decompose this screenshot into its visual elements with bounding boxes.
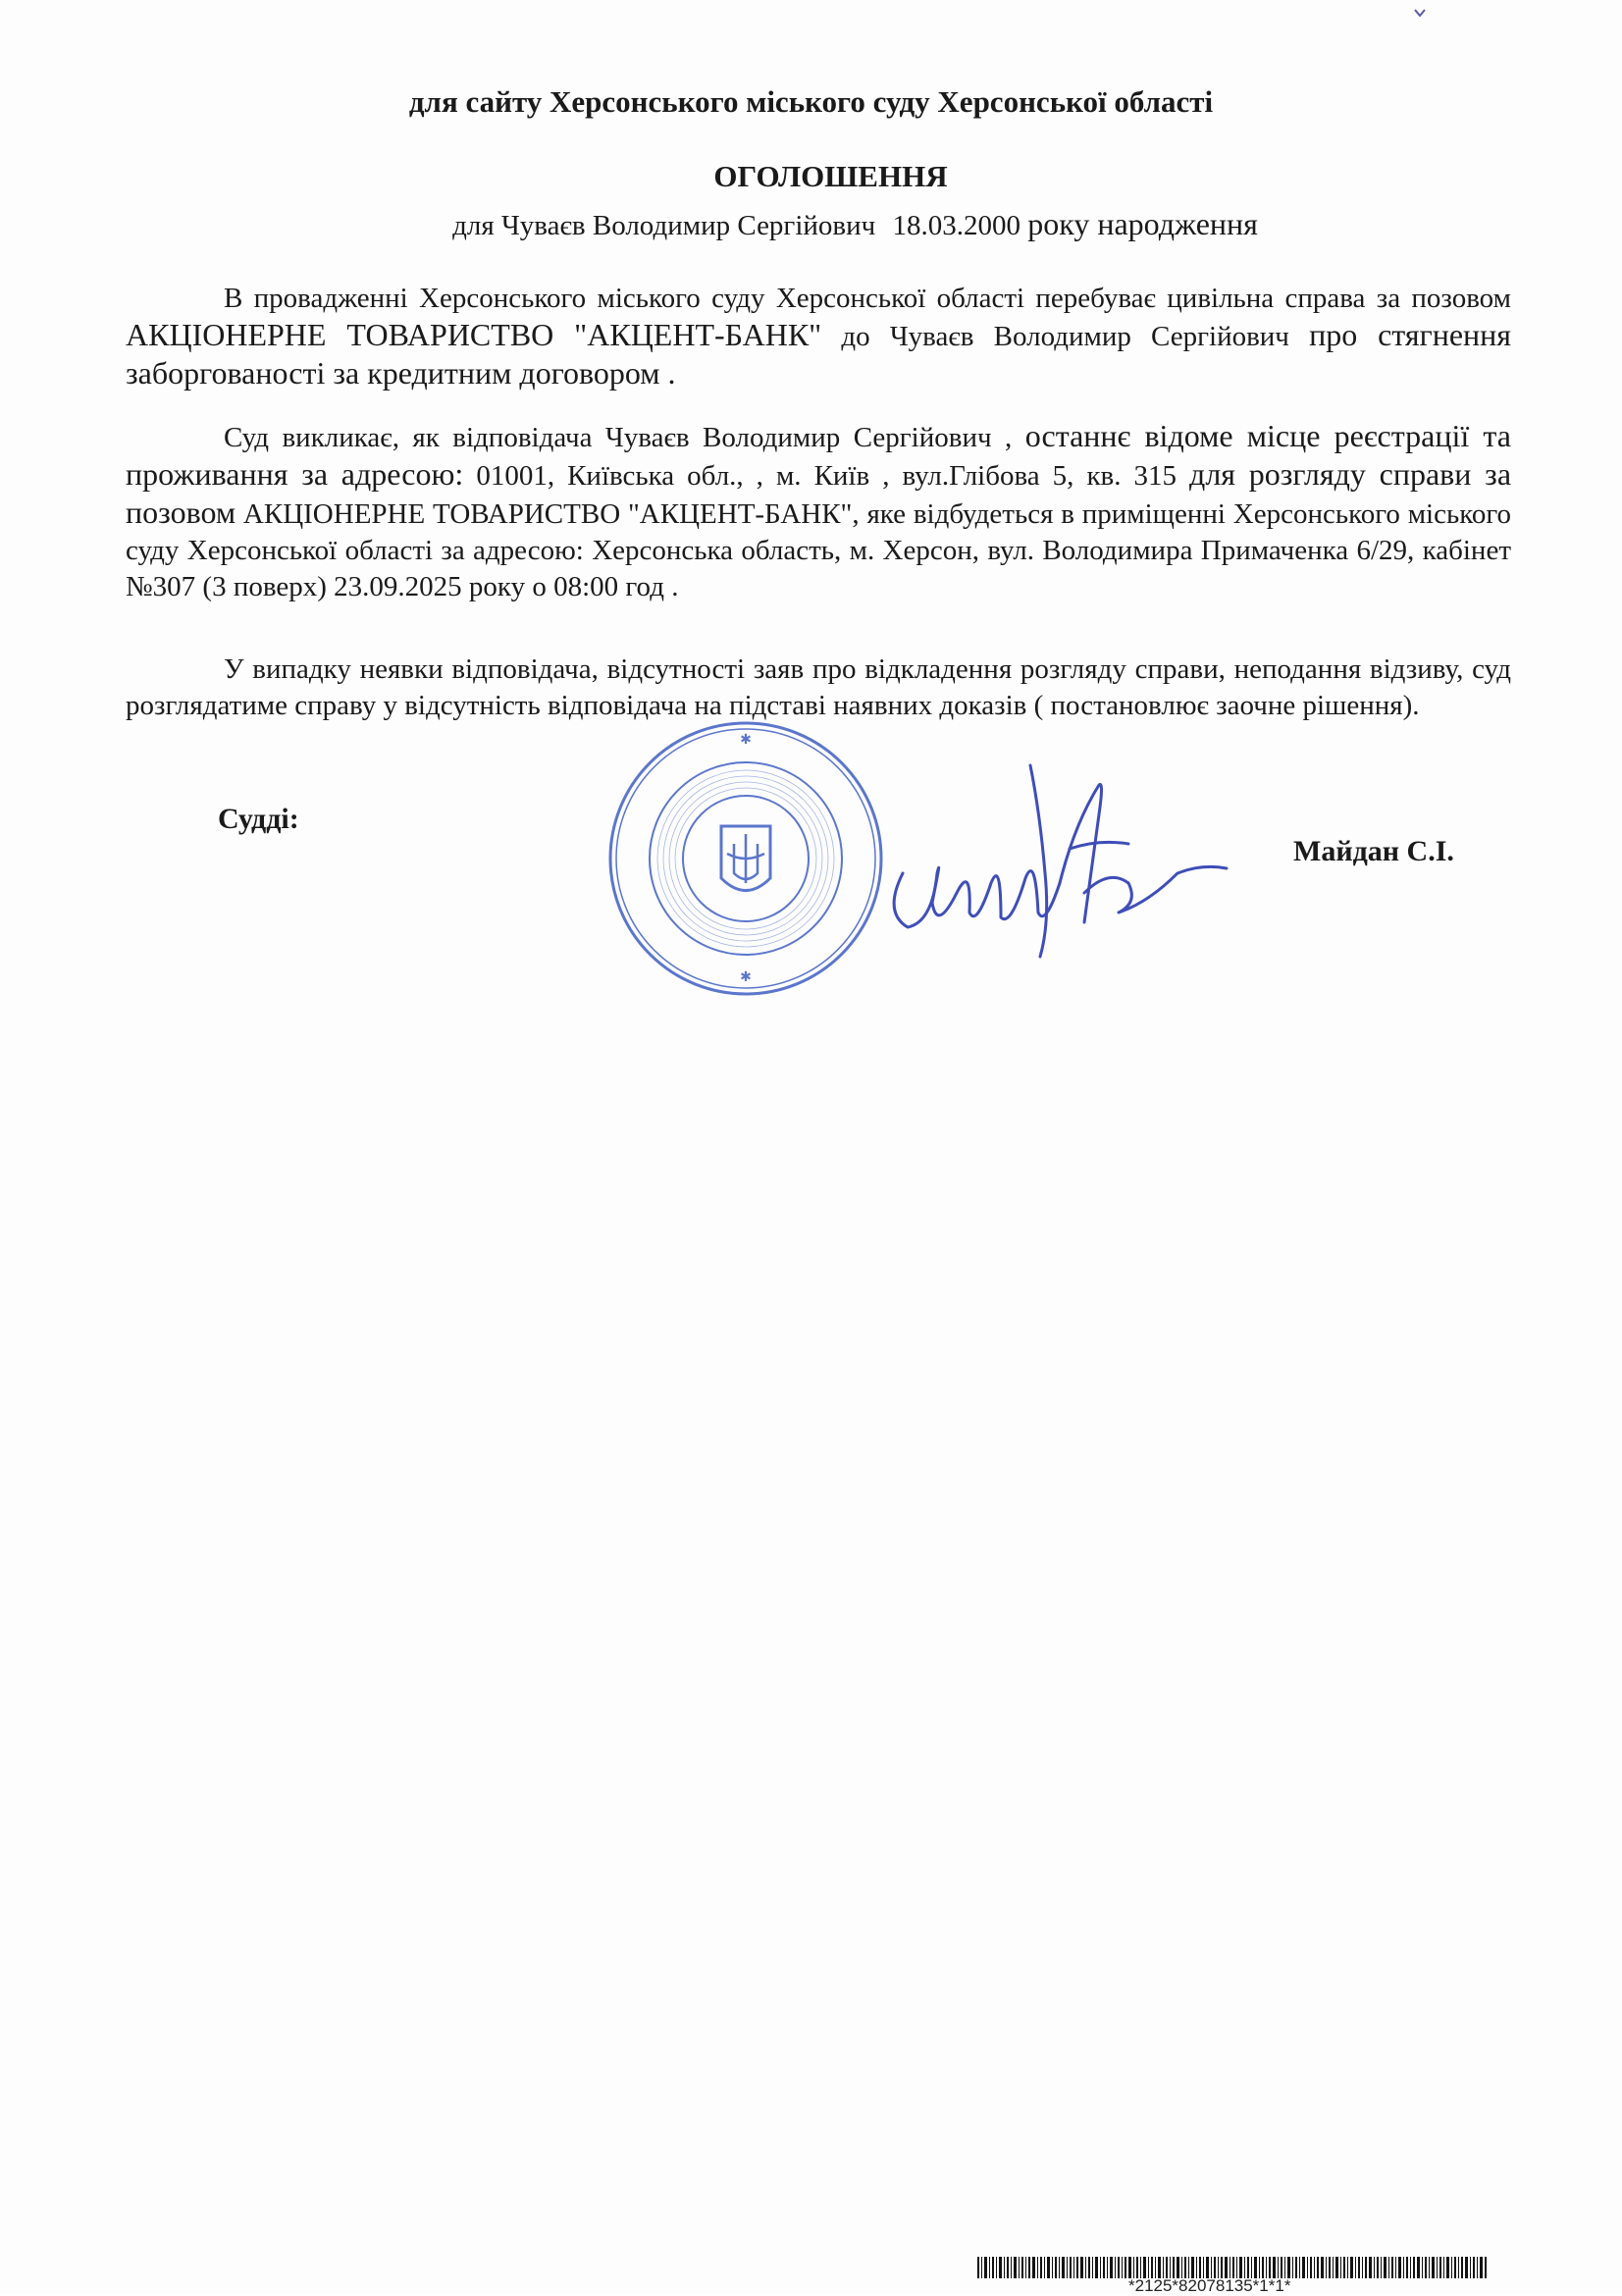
judge-label: Судді: [218,803,299,835]
subtitle-prefix: для Чуваєв Володимир Сергійович [452,210,876,241]
svg-text:✱: ✱ [740,968,752,984]
p1-subject: про стягнення заборгованості за кредитним договором . [126,317,1512,391]
p2-hearing-info: АКЦІОНЕРНЕ ТОВАРИСТВО "АКЦЕНТ-БАНК", яке відбудеться в приміщенні Херсонського міського суду Херсонської області за адресою: Херсонська область, м. Херсон, вул. Володимира Примаченка 6/29, кабінет №307 (3 поверх) 23.09.2025 року о 08:00 год . [126,498,1511,602]
document-subtitle [0,206,1622,242]
subtitle-birth-date: 18.03.2000 [892,210,1020,241]
judge-signature [863,756,1256,981]
paragraph-summons [126,418,1511,605]
paragraph-consequences [126,652,1511,724]
p1-plaintiff: АКЦІОНЕРНЕ ТОВАРИСТВО "АКЦЕНТ-БАНК" [126,317,822,352]
document-header: для сайту Херсонського міського суду Херсонської області [408,84,1214,119]
court-seal-stamp [603,716,888,1001]
document-title: ОГОЛОШЕННЯ [713,159,948,193]
barcode [977,2257,1488,2278]
p2-address-label: останнє відоме місце реєстрації та проживання за адресою: [126,418,1511,492]
p2-purpose: для розгляду справи за позовом [126,456,1512,530]
subtitle-suffix: року народження [1027,206,1258,241]
svg-text:✱: ✱ [740,731,752,747]
barcode-text: *2125*82078135*1*1* [1128,2276,1291,2295]
scan-artifact-mark [1413,8,1427,18]
judge-name: Майдан С.І. [1293,835,1454,867]
p1-text-c: до Чуваєв Володимир Сергійович [821,321,1310,352]
p2-address: 01001, Київська обл., , м. Київ , вул.Глібова 5, кв. 315 [463,460,1190,492]
p3-text: У випадку неявки відповідача, відсутності заяв про відкладення розгляду справи, неподання відзиву, суд розглядатиме справу у відсутність відповідача на підставі наявних доказів ( постановлює заочне рішення). [126,653,1511,721]
p1-text-a: В провадженні Херсонського міського суду Херсонської області перебуває цивільна справа за позовом [224,283,1511,314]
paragraph-case-info [126,281,1511,393]
p2-text-a: Суд викликає, як відповідача Чуваєв Володимир Сергійович , [224,422,1025,453]
